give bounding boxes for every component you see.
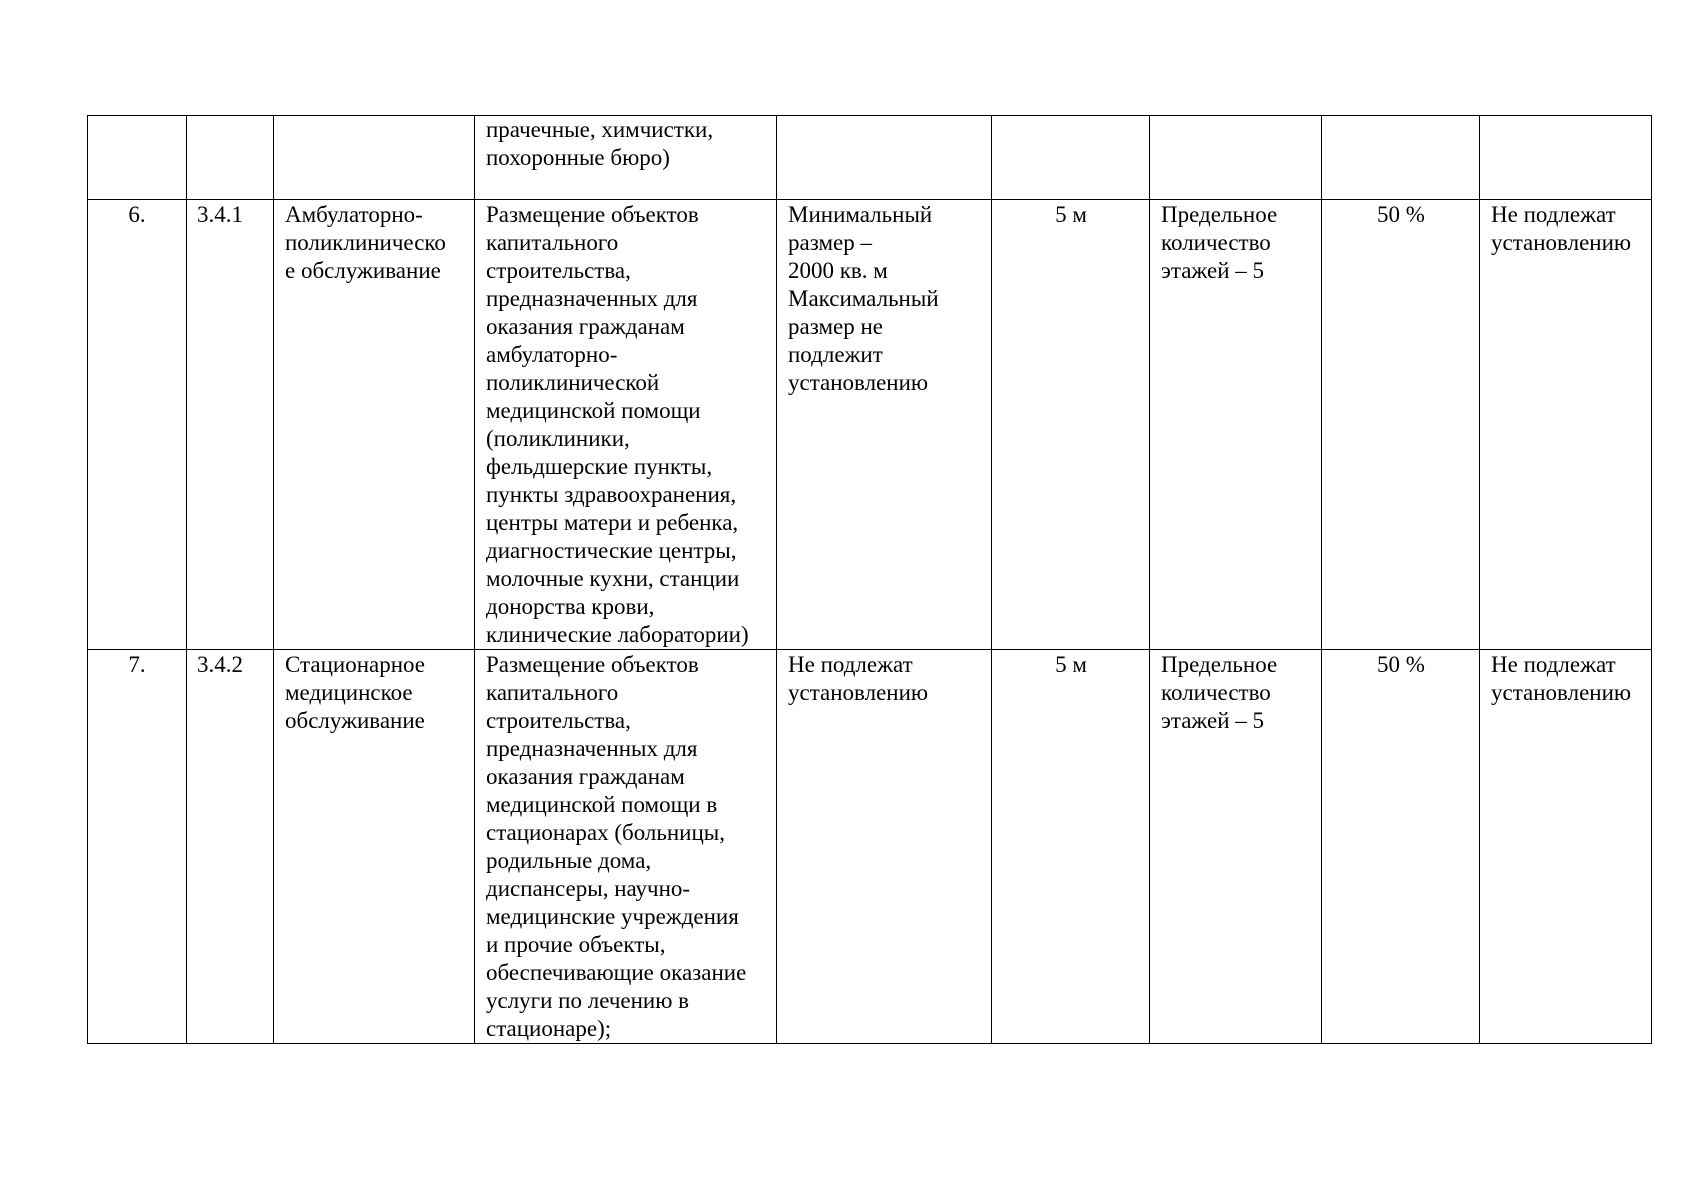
use-description: Размещение объектов капитального строительства, предназначенных для оказания гражданам амбулаторно- поликлинической медицинской помощи (поликлиники, фельдшерские пункты, пункты здравоохранения, центры матери и ребенка, диагностические центры, молочные кухни, станции донорства крови, клинические лаборатории) <box>475 200 777 650</box>
land-use-table <box>87 115 1652 1044</box>
setback: 5 м <box>992 200 1150 650</box>
table-row <box>88 200 1652 650</box>
coverage-percent <box>1322 116 1480 200</box>
floors-limit <box>1150 116 1322 200</box>
coverage-percent: 50 % <box>1322 650 1480 1044</box>
use-code: 3.4.2 <box>187 650 274 1044</box>
table-row <box>88 116 1652 200</box>
other-params: Не подлежат установлению <box>1480 200 1652 650</box>
coverage-percent: 50 % <box>1322 200 1480 650</box>
use-description: Размещение объектов капитального строительства, предназначенных для оказания гражданам медицинской помощи в стационарах (больницы, родильные дома, диспансеры, научно- медицинские учреждения и прочие объекты, обеспечивающие оказание услуги по лечению в стационаре); <box>475 650 777 1044</box>
floors-limit: Предельное количество этажей – 5 <box>1150 200 1322 650</box>
plot-size: Минимальный размер – 2000 кв. м Максимальный размер не подлежит установлению <box>777 200 992 650</box>
use-code: 3.4.1 <box>187 200 274 650</box>
use-name: Стационарное медицинское обслуживание <box>274 650 475 1044</box>
row-number: 7. <box>88 650 187 1044</box>
plot-size <box>777 116 992 200</box>
use-name: Амбулаторно- поликлиническо е обслуживание <box>274 200 475 650</box>
row-number <box>88 116 187 200</box>
setback <box>992 116 1150 200</box>
use-name <box>274 116 475 200</box>
use-description: прачечные, химчистки, похоронные бюро) <box>475 116 777 200</box>
other-params <box>1480 116 1652 200</box>
use-code <box>187 116 274 200</box>
row-number: 6. <box>88 200 187 650</box>
table-row <box>88 650 1652 1044</box>
plot-size: Не подлежат установлению <box>777 650 992 1044</box>
setback: 5 м <box>992 650 1150 1044</box>
floors-limit: Предельное количество этажей – 5 <box>1150 650 1322 1044</box>
other-params: Не подлежат установлению <box>1480 650 1652 1044</box>
